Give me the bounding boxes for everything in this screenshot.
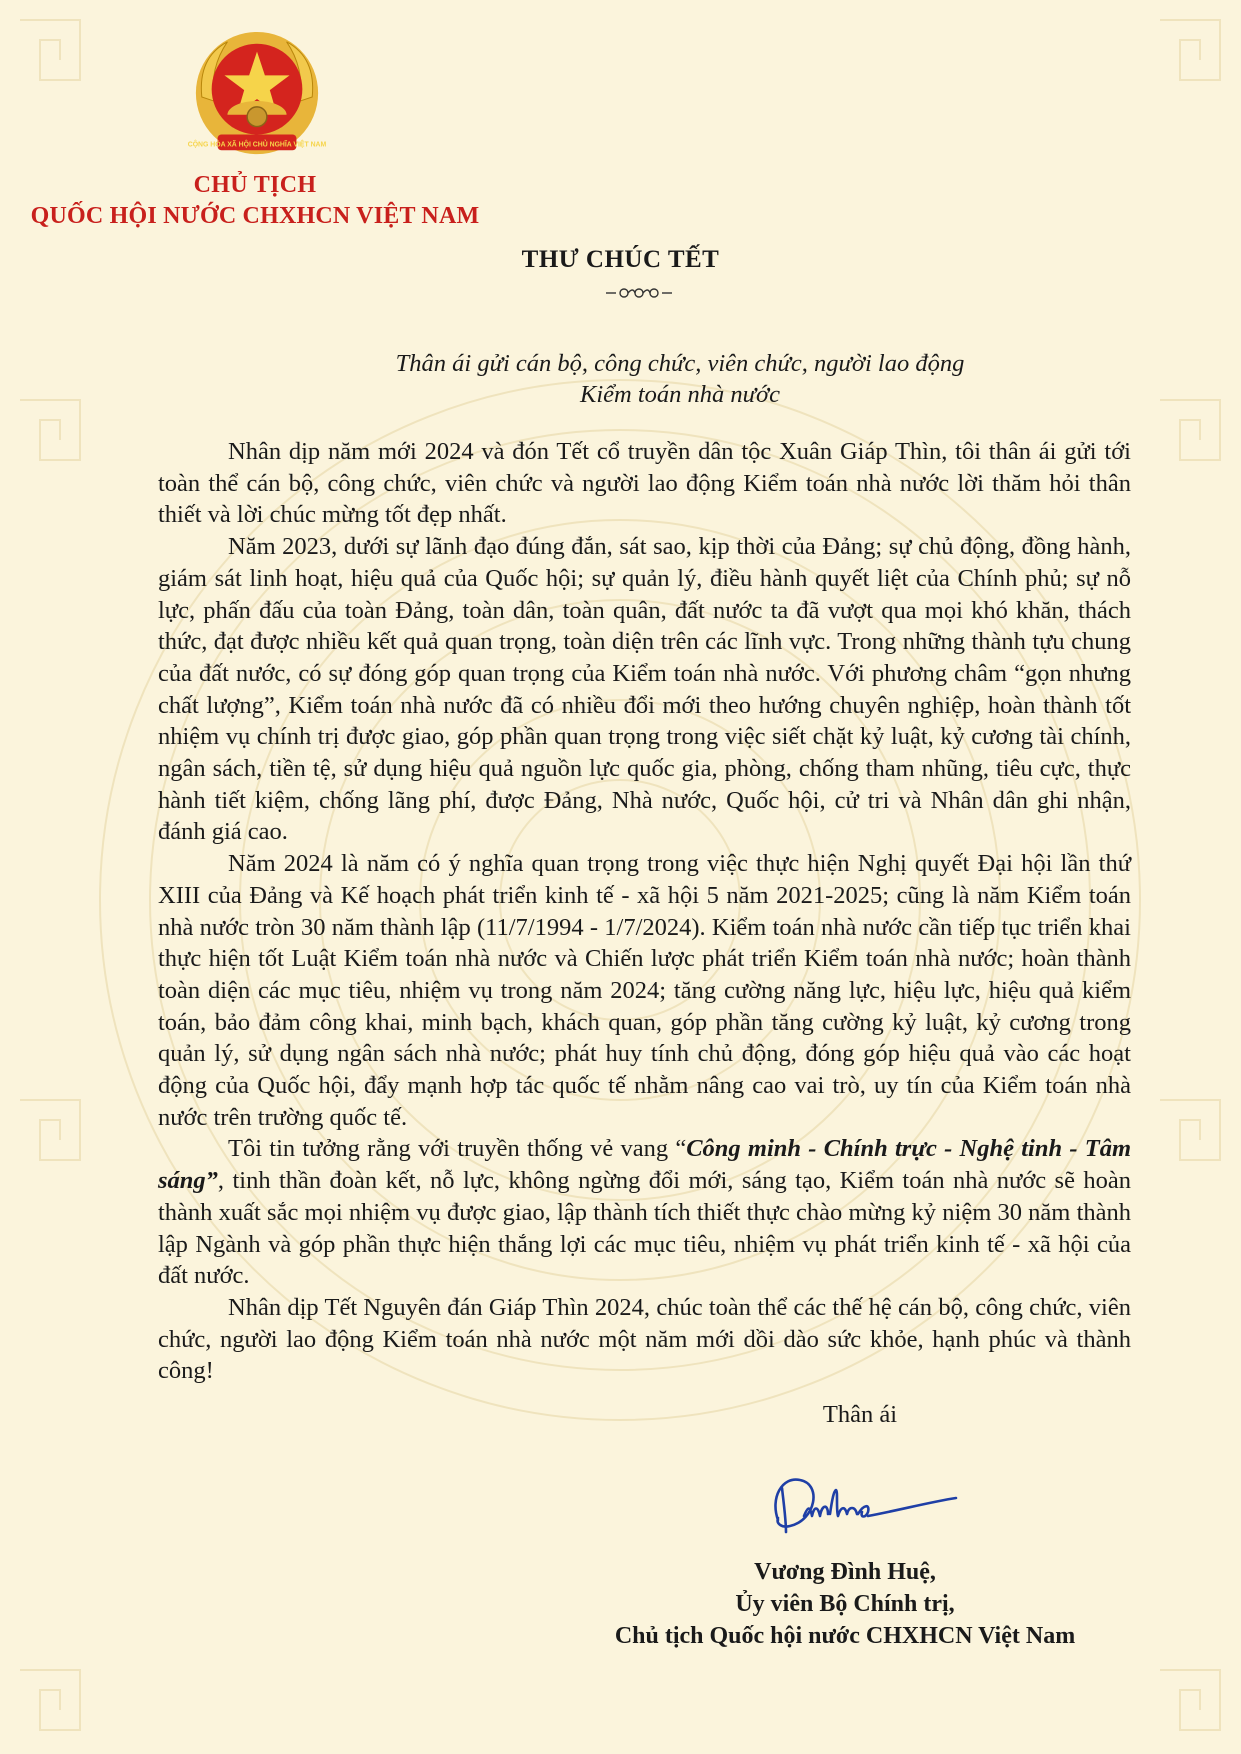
handwritten-signature <box>760 1458 960 1550</box>
signer-role1: Ủy viên Bộ Chính trị, <box>735 1591 955 1617</box>
org-name-line2: QUỐC HỘI NƯỚC CHXHCN VIỆT NAM <box>30 203 480 229</box>
paragraph-4-intro: Tôi tin tưởng rằng với truyền thống vẻ vang “ <box>228 1135 687 1163</box>
signer-role2: Chủ tịch Quốc hội nước CHXHCN Việt Nam <box>614 1623 1076 1649</box>
paragraph-1: Nhân dịp năm mới 2024 và đón Tết cổ truyền dân tộc Xuân Giáp Thìn, tôi thân ái gửi tới toàn thể cán bộ, công chức, viên chức và người lao động Kiểm toán nhà nước lời thăm hỏi thân thiết và lời chúc mừng tốt đẹp nhất. <box>158 438 1131 529</box>
org-name-line1: CHỦ TỊCH <box>193 172 317 198</box>
national-emblem-icon <box>188 28 326 166</box>
signer-name: Vương Đình Huệ, <box>754 1559 936 1585</box>
paragraph-4-rest: , tinh thần đoàn kết, nỗ lực, không ngừng đổi mới, sáng tạo, Kiểm toán nhà nước sẽ hoàn thành xuất sắc mọi nhiệm vụ được giao, lập thành tích thiết thực chào mừng kỷ niệm 30 năm thành lập Ngành và góp phần thực hiện thắng lợi các mục tiêu, nhiệm vụ phát triển kinh tế - xã hội của đất nước. <box>158 1167 1131 1290</box>
paragraph-3: Năm 2024 là năm có ý nghĩa quan trọng trong việc thực hiện Nghị quyết Đại hội lần thứ XIII của Đảng và Kế hoạch phát triển kinh tế - xã hội 5 năm 2021-2025; cũng là năm Kiểm toán nhà nước tròn 30 năm thành lập (11/7/1994 - 1/7/2024). Kiểm toán nhà nước cần tiếp tục triển khai thực hiện tốt Luật Kiểm toán nhà nước và Chiến lược phát triển Kiểm toán nhà nước; hoàn thành toàn diện các mục tiêu, nhiệm vụ trong năm 2024; tăng cường năng lực, hiệu lực, hiệu quả kiểm toán, bảo đảm công khai, minh bạch, khách quan, góp phần tăng cường kỷ luật, kỷ cương trong quản lý, sử dụng ngân sách nhà nước; phát huy tính chủ động, đóng góp hiệu quả vào các hoạt động của Quốc hội, đẩy mạnh hợp tác quốc tế nhằm nâng cao vai trò, uy tín của Kiểm toán nhà nước trên trường quốc tế. <box>158 850 1131 1131</box>
paragraph-2: Năm 2023, dưới sự lãnh đạo đúng đắn, sát sao, kịp thời của Đảng; sự chủ động, đồng hành, giám sát linh hoạt, hiệu quả của Quốc hội; sự quản lý, điều hành quyết liệt của Chính phủ; sự nỗ lực, phấn đấu của toàn Đảng, toàn dân, toàn quân, đất nước ta đã vượt qua mọi khó khăn, thách thức, đạt được nhiều kết quả quan trọng, toàn diện trên các lĩnh vực. Trong những thành tựu chung của đất nước, có sự đóng góp quan trọng của Kiểm toán nhà nước. Với phương châm “gọn nhưng chất lượng”, Kiểm toán nhà nước đã có nhiều đổi mới theo hướng chuyên nghiệp, hoàn thành tốt nhiệm vụ chính trị được giao, góp phần quan trọng trong việc siết chặt kỷ luật, kỷ cương tài chính, ngân sách, tiền tệ, sử dụng hiệu quả nguồn lực quốc gia, phòng, chống tham nhũng, tiêu cực, thực hành tiết kiệm, chống lãng phí, được Đảng, Nhà nước, Quốc hội, cử tri và Nhân dân ghi nhận, đánh giá cao. <box>158 533 1131 846</box>
letter-body <box>158 436 1131 1387</box>
recipient-line1: Thân ái gửi cán bộ, công chức, viên chức, người lao động <box>395 350 965 377</box>
recipient-line2: Kiểm toán nhà nước <box>580 381 780 408</box>
emblem-text: CỘNG HÒA XÃ HỘI CHỦ NGHĨA VIỆT NAM <box>188 141 326 149</box>
recipient-block <box>300 348 1060 410</box>
paragraph-4 <box>158 1133 1131 1292</box>
signer-block <box>560 1556 1130 1652</box>
closing-salutation: Thân ái <box>822 1401 898 1428</box>
ornament-divider-icon <box>604 285 674 301</box>
letter-title: THƯ CHÚC TẾT <box>521 246 720 273</box>
paragraph-5: Nhân dịp Tết Nguyên đán Giáp Thìn 2024, chúc toàn thể các thế hệ cán bộ, công chức, viên chức, người lao động Kiểm toán nhà nước một năm mới dồi dào sức khỏe, hạnh phúc và thành công! <box>158 1293 1131 1385</box>
motto-emphasis: Công minh - Chính trực - Nghệ tinh - Tâm sáng” <box>158 1135 1131 1195</box>
